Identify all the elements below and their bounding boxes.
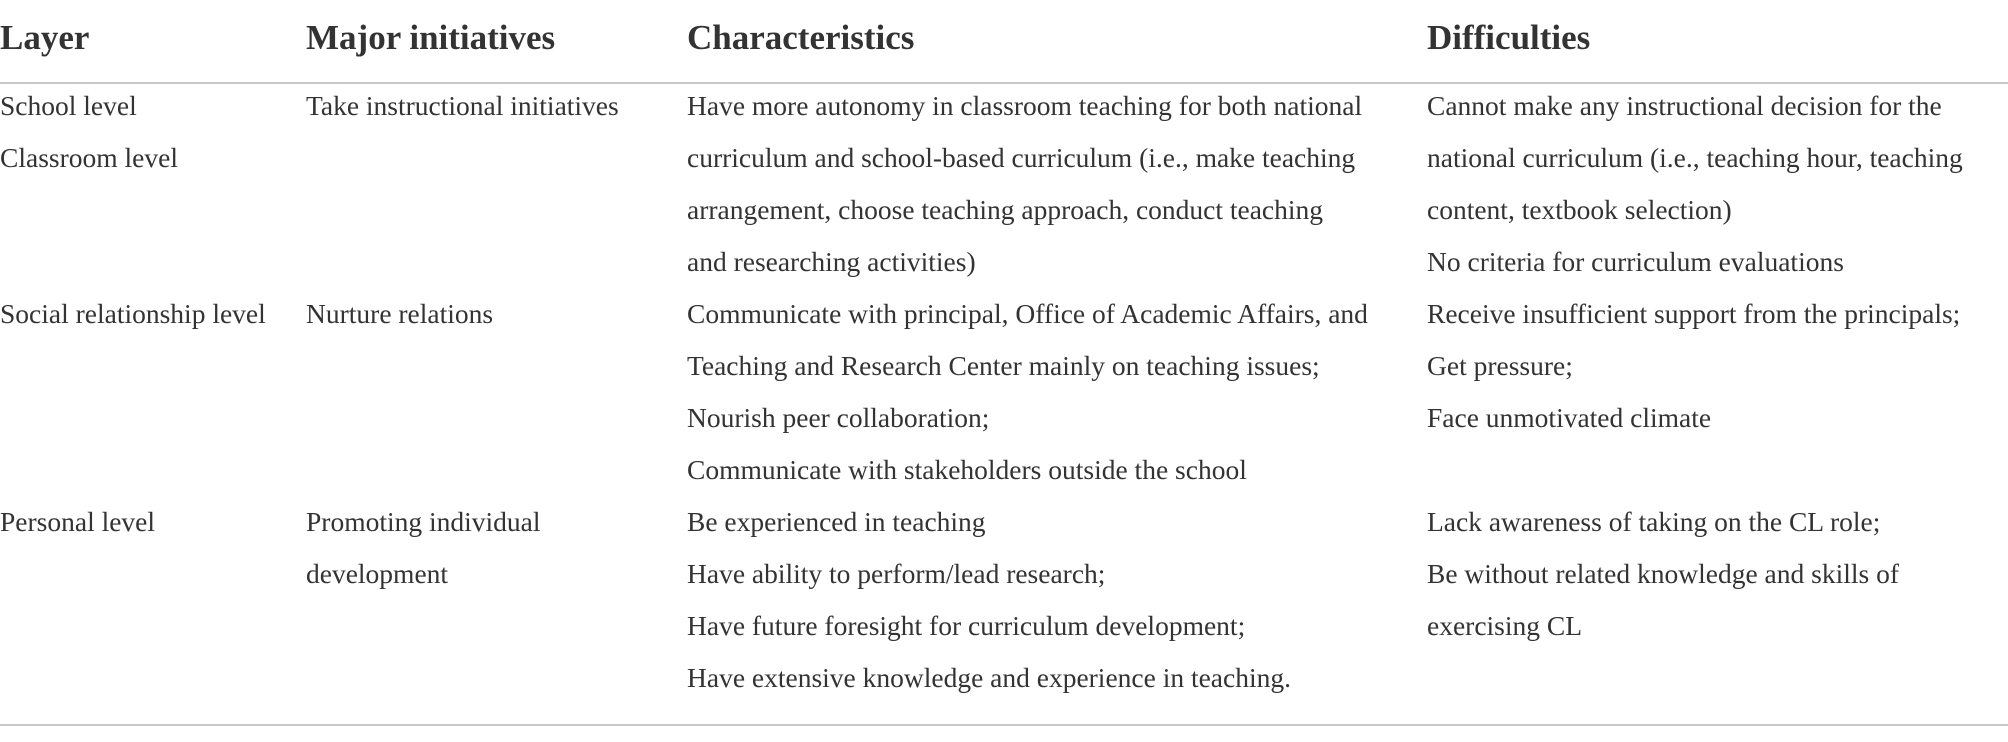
cell-line: Have more autonomy in classroom teaching for both national xyxy=(687,90,1363,121)
cell-line: Have future foresight for curriculum development; xyxy=(687,610,1246,641)
cell-line: Nurture relations xyxy=(306,298,494,329)
cell-characteristics xyxy=(687,288,1368,496)
cell-layer xyxy=(0,496,155,548)
cell-line: Take instructional initiatives xyxy=(306,90,619,121)
cell-line: curriculum and school-based curriculum (i.e., make teaching xyxy=(687,142,1356,173)
cell-line: and researching activities) xyxy=(687,246,976,277)
cell-difficulties xyxy=(1427,496,1899,652)
cell-line: Lack awareness of taking on the CL role; xyxy=(1427,506,1881,537)
cell-characteristics xyxy=(687,496,1291,704)
header-layer: Layer xyxy=(0,18,90,57)
cell-line: development xyxy=(306,558,449,589)
cell-line: Nourish peer collaboration; xyxy=(687,402,990,433)
cell-line: Be experienced in teaching xyxy=(687,506,986,537)
table-header-row xyxy=(0,0,2008,84)
cell-line: Have ability to perform/lead research; xyxy=(687,558,1106,589)
cell-line: No criteria for curriculum evaluations xyxy=(1427,246,1844,277)
cell-line: Cannot make any instructional decision for the xyxy=(1427,90,1942,121)
cell-difficulties xyxy=(1427,288,1960,444)
cell-line: Receive insufficient support from the principals; xyxy=(1427,298,1961,329)
cell-line: Communicate with principal, Office of Academic Affairs, and xyxy=(687,298,1368,329)
cell-difficulties xyxy=(1427,80,1963,288)
cell-layer xyxy=(0,80,178,184)
cell-characteristics xyxy=(687,80,1362,288)
cell-line: Communicate with stakeholders outside the school xyxy=(687,454,1247,485)
header-characteristics: Characteristics xyxy=(687,18,915,57)
table-bottom-rule xyxy=(0,724,2008,726)
cell-line: Social relationship level xyxy=(0,298,266,329)
cell-line: Teaching and Research Center mainly on teaching issues; xyxy=(687,350,1320,381)
cell-layer xyxy=(0,288,266,340)
cell-initiatives xyxy=(306,496,541,600)
cell-line: Have extensive knowledge and experience in teaching. xyxy=(687,662,1291,693)
header-major-initiatives: Major initiatives xyxy=(306,18,556,57)
cell-line: arrangement, choose teaching approach, conduct teaching xyxy=(687,194,1324,225)
cell-line: School level xyxy=(0,90,137,121)
cell-line: Face unmotivated climate xyxy=(1427,402,1712,433)
cell-line: national curriculum (i.e., teaching hour, teaching xyxy=(1427,142,1963,173)
cell-line: content, textbook selection) xyxy=(1427,194,1732,225)
cell-line: exercising CL xyxy=(1427,610,1583,641)
cell-initiatives xyxy=(306,288,493,340)
cell-line: Personal level xyxy=(0,506,156,537)
cell-line: Be without related knowledge and skills of xyxy=(1427,558,1899,589)
cell-line: Get pressure; xyxy=(1427,350,1573,381)
cell-line: Classroom level xyxy=(0,142,178,173)
header-difficulties: Difficulties xyxy=(1427,18,1591,57)
cell-line: Promoting individual xyxy=(306,506,541,537)
cell-initiatives xyxy=(306,80,619,132)
